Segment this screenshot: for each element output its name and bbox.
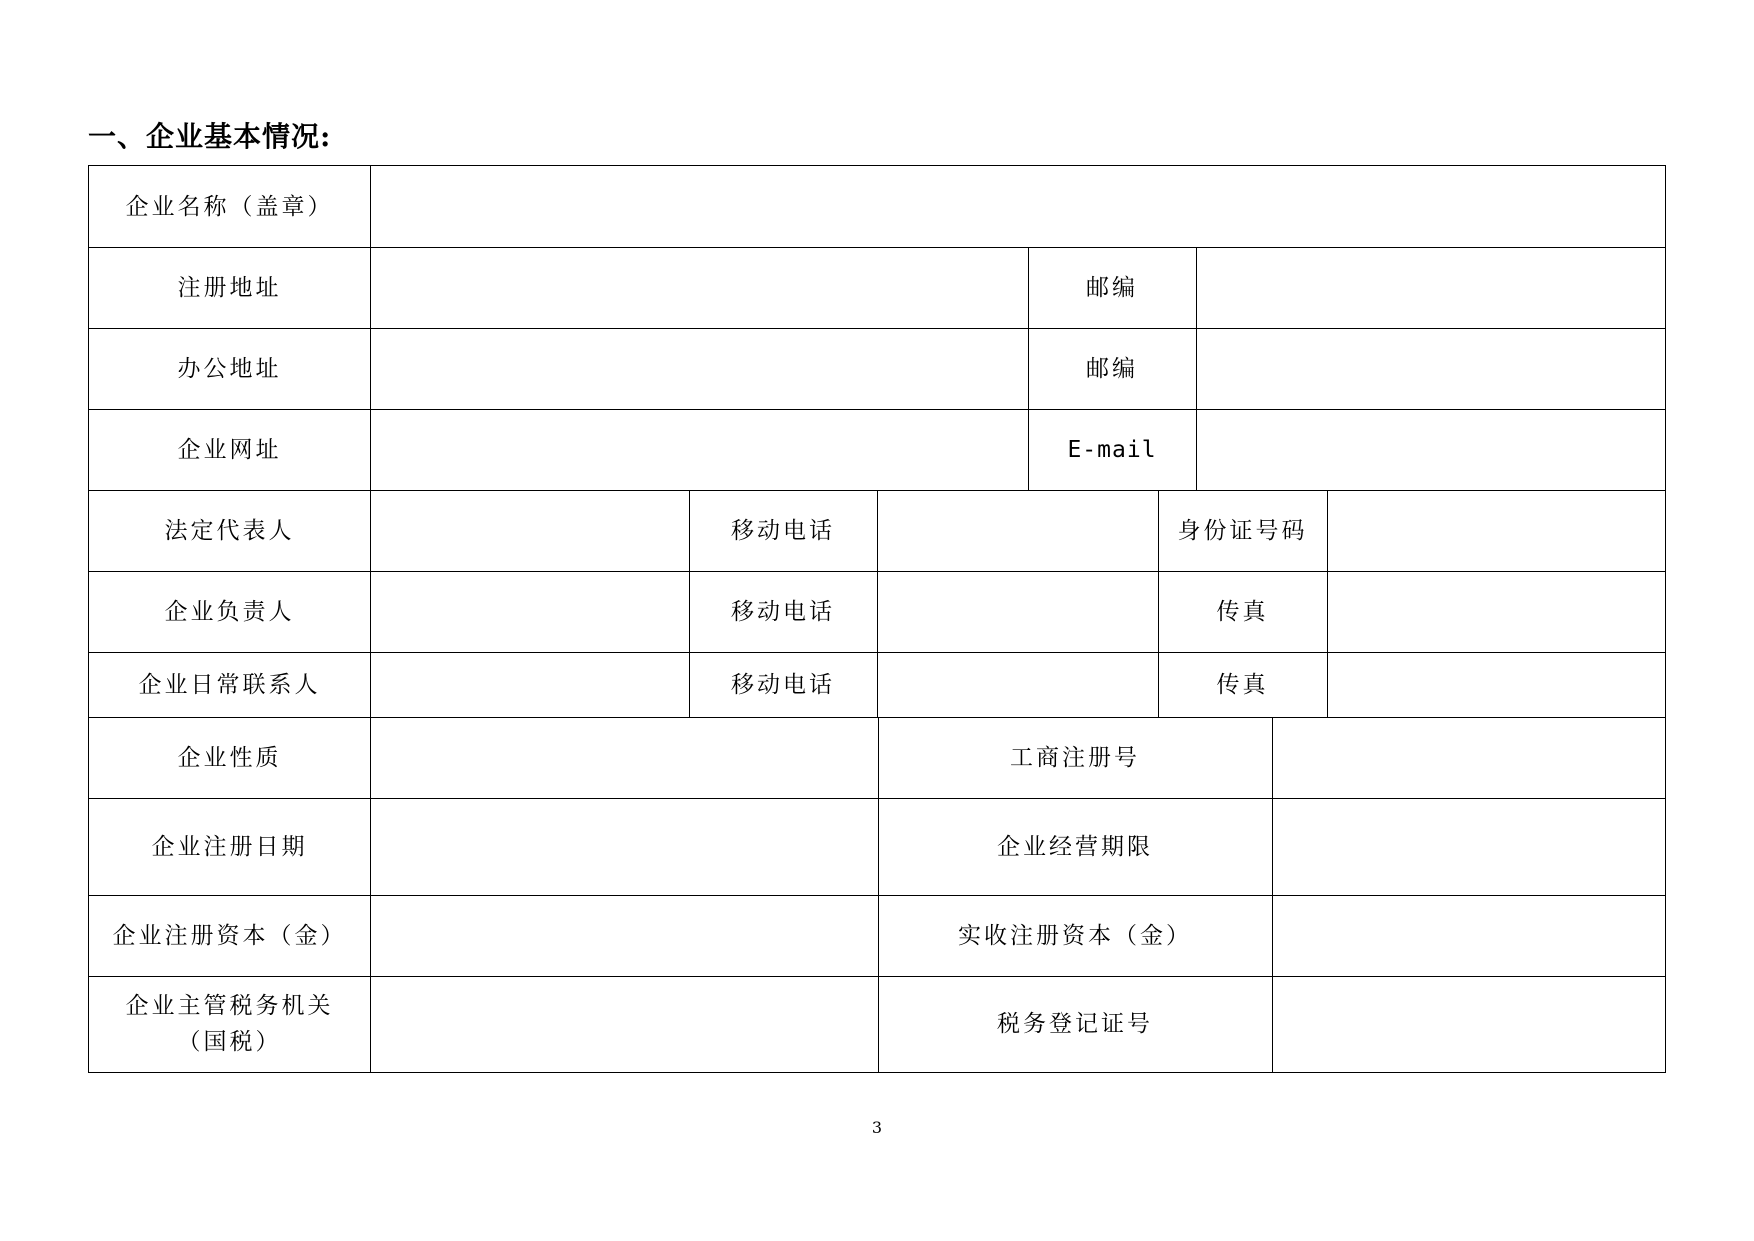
tax-authority-label bbox=[89, 976, 370, 1072]
fax-label: 传真 bbox=[1216, 598, 1269, 625]
mobile-phone-label: 移动电话 bbox=[731, 517, 835, 544]
page-number: 3 bbox=[871, 1118, 883, 1137]
office-address-field[interactable] bbox=[371, 328, 1028, 409]
daily-contact-mobile-field[interactable] bbox=[878, 652, 1158, 717]
section-title: 一、企业基本情况: bbox=[88, 120, 332, 153]
paid-capital-label: 实收注册资本（金） bbox=[958, 922, 1192, 949]
mobile-phone-label: 移动电话 bbox=[731, 598, 835, 625]
person-in-charge-fax-field[interactable] bbox=[1328, 571, 1665, 652]
company-name-label: 企业名称（盖章） bbox=[125, 193, 334, 220]
office-address-label: 办公地址 bbox=[177, 355, 282, 382]
registered-postcode-field[interactable] bbox=[1197, 247, 1665, 328]
office-postcode-field[interactable] bbox=[1197, 328, 1665, 409]
tax-authority-field[interactable] bbox=[371, 976, 878, 1072]
person-in-charge-label: 企业负责人 bbox=[164, 598, 295, 625]
id-number-field[interactable] bbox=[1328, 490, 1665, 571]
mobile-phone-label: 移动电话 bbox=[731, 671, 835, 698]
registered-address-label: 注册地址 bbox=[177, 274, 282, 301]
operating-period-field[interactable] bbox=[1273, 798, 1665, 895]
company-info-form bbox=[88, 165, 1666, 1073]
paid-capital-field[interactable] bbox=[1273, 895, 1665, 976]
tax-reg-no-field[interactable] bbox=[1273, 976, 1665, 1072]
postcode-label: 邮编 bbox=[1086, 274, 1138, 301]
tax-authority-label-line1: 企业主管税务机关 bbox=[125, 993, 334, 1019]
website-label: 企业网址 bbox=[177, 436, 282, 463]
website-field[interactable] bbox=[371, 409, 1028, 490]
business-reg-no-label: 工商注册号 bbox=[1010, 744, 1140, 771]
email-field[interactable] bbox=[1197, 409, 1665, 490]
postcode-label: 邮编 bbox=[1086, 355, 1138, 382]
legal-rep-mobile-field[interactable] bbox=[878, 490, 1158, 571]
company-nature-label: 企业性质 bbox=[177, 744, 282, 771]
id-number-label: 身份证号码 bbox=[1177, 517, 1308, 544]
company-nature-field[interactable] bbox=[371, 717, 878, 798]
reg-date-field[interactable] bbox=[371, 798, 878, 895]
reg-date-label: 企业注册日期 bbox=[151, 833, 308, 860]
fax-label: 传真 bbox=[1216, 671, 1269, 698]
daily-contact-label: 企业日常联系人 bbox=[138, 671, 321, 698]
reg-capital-field[interactable] bbox=[371, 895, 878, 976]
operating-period-label: 企业经营期限 bbox=[997, 833, 1153, 860]
daily-contact-field[interactable] bbox=[371, 652, 689, 717]
registered-address-field[interactable] bbox=[371, 247, 1028, 328]
person-in-charge-field[interactable] bbox=[371, 571, 689, 652]
company-name-field[interactable] bbox=[371, 166, 1665, 247]
email-label: E-mail bbox=[1067, 436, 1157, 463]
person-in-charge-mobile-field[interactable] bbox=[878, 571, 1158, 652]
reg-capital-label: 企业注册资本（金） bbox=[112, 922, 347, 949]
legal-rep-field[interactable] bbox=[371, 490, 689, 571]
business-reg-no-field[interactable] bbox=[1273, 717, 1665, 798]
tax-reg-no-label: 税务登记证号 bbox=[997, 1011, 1153, 1037]
legal-rep-label: 法定代表人 bbox=[164, 517, 295, 544]
daily-contact-fax-field[interactable] bbox=[1328, 652, 1665, 717]
tax-authority-label-line2: （国税） bbox=[177, 1029, 282, 1055]
